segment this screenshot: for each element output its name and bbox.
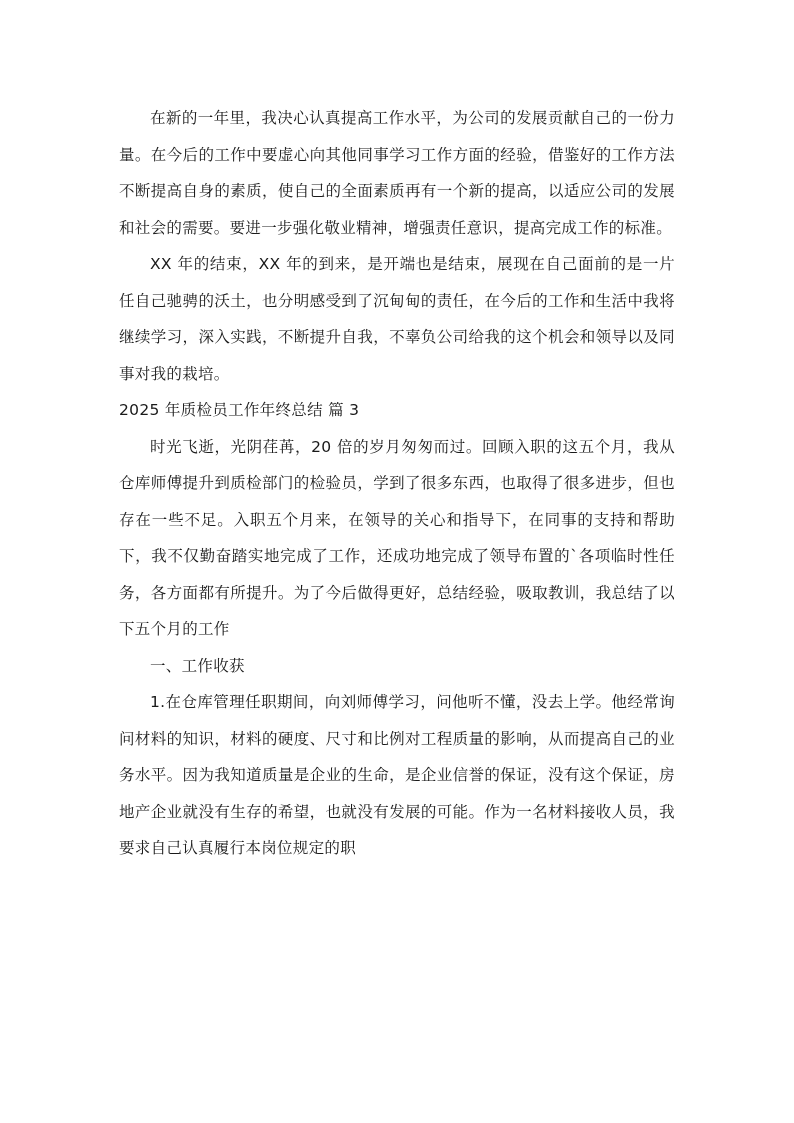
paragraph-year-end: XX 年的结束，XX 年的到来，是开端也是结束，展现在自己面前的是一片任自己驰骋的沃土，也分明感受到了沉甸甸的责任，在今后的工作和生活中我将继续学习，深入实践，不断提升自我，不辜负公司给我的这个机会和领导以及同事对我的栽培。	[119, 255, 675, 383]
paragraph-warehouse: 1.在仓库管理任职期间，向刘师傅学习，问他听不懂，没去上学。他经常询问材料的知识，材料的硬度、尺寸和比例对工程质量的影响，从而提高自己的业务水平。因为我知道质量是企业的生命，是企业信誉的保证，没有这个保证，房地产企业就没有生存的希望，也就没有发展的可能。作为一名材料接收人员，我要求自己认真履行本岗位规定的职	[119, 693, 675, 857]
document-body	[119, 100, 675, 867]
paragraph-review: 时光飞逝，光阴荏苒，20 倍的岁月匆匆而过。回顾入职的这五个月，我从仓库师傅提升到质检部门的检验员，学到了很多东西，也取得了很多进步，但也存在一些不足。入职五个月来，在领导的关心和指导下，在同事的支持和帮助下，我不仅勤奋踏实地完成了工作，还成功地完成了领导布置的`各项临时性任务，各方面都有所提升。为了今后做得更好，总结经验，吸取教训，我总结了以下五个月的工作	[119, 437, 675, 638]
subsection-label: 一、工作收获	[150, 656, 245, 675]
paragraph-resolution: 在新的一年里，我决心认真提高工作水平，为公司的发展贡献自己的一份力量。在今后的工作中要虚心向其他同事学习工作方面的经验，借鉴好的工作方法不断提高自身的素质，使自己的全面素质再有一个新的提高，以适应公司的发展和社会的需要。要进一步强化敬业精神，增强责任意识，提高完成工作的标准。	[119, 109, 675, 237]
section-heading: 2025 年质检员工作年终总结 篇 3	[119, 401, 360, 419]
